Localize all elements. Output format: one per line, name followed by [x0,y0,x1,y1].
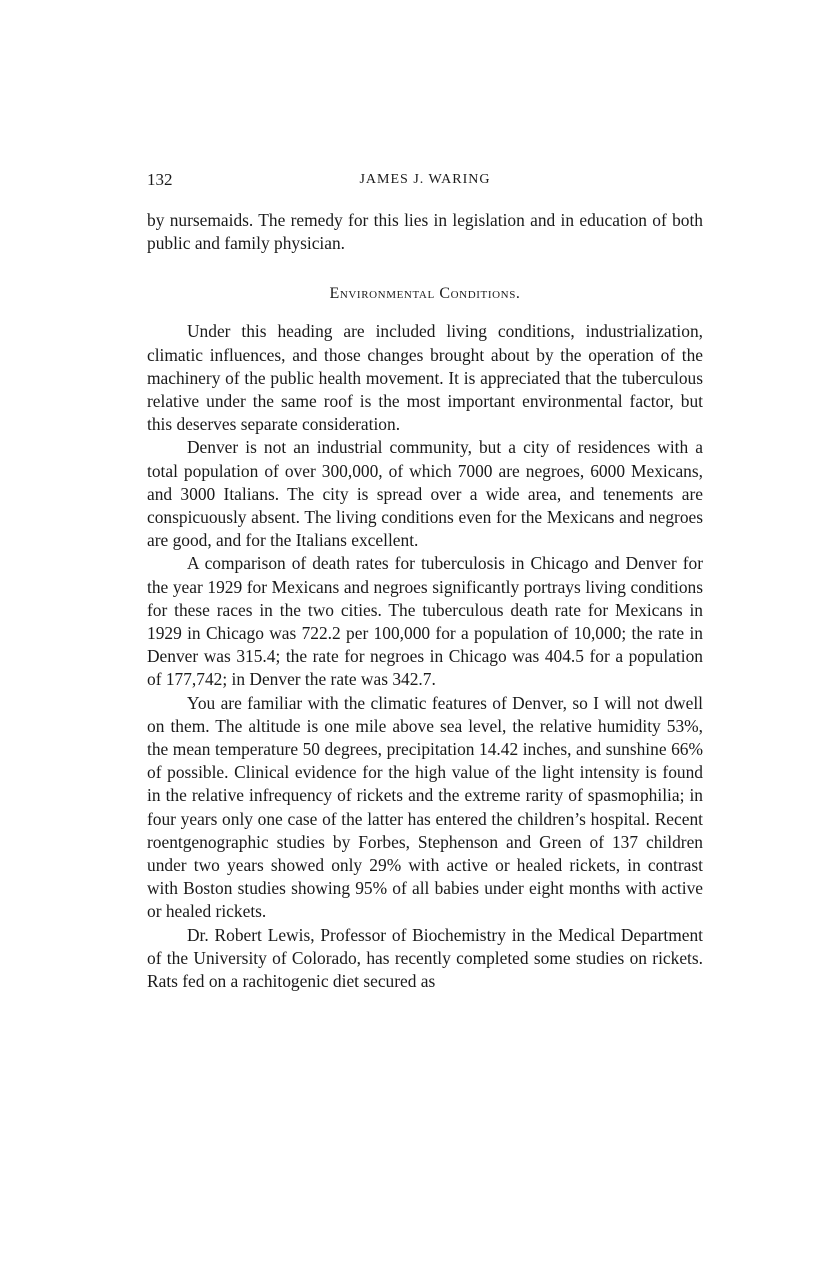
author-running-head: JAMES J. WARING [359,172,491,187]
paragraph-continuation: by nursemaids. The remedy for this lies in legislation and in education of both public and family physician. [147,210,703,254]
book-page [147,168,703,993]
running-head [147,168,703,192]
paragraph: You are familiar with the climatic features of Denver, so I will not dwell on them. The altitude is one mile above sea level, the relative humidity 53%, the mean temperature 50 degrees, precipitation 14.42 inches, and sunshine 66% of possible. Clinical evidence for the high value of the light intensity is found in the relative infrequency of rickets and the extreme rarity of spasmophilia; in four years only one case of the latter has entered the children’s hospital. Recent roentgenographic studies by Forbes, Stephenson and Green of 137 children under two years showed only 29% with active or healed rickets, in contrast with Boston studies showing 95% of all babies under eight months with active or healed rickets. [147,692,703,922]
paragraph: Denver is not an industrial community, but a city of residences with a total population of over 300,000, of which 7000 are negroes, 6000 Mexicans, and 3000 Italians. The city is spread over a wide area, and tenements are conspicuously absent. The living conditions even for the Mexicans and negroes are good, and for the Italians excellent. [147,437,703,551]
paragraph: Under this heading are included living conditions, industrialization, climatic influences, and those changes brought about by the operation of the machinery of the public health movement. It is appreciated that the tuberculous relative under the same roof is the most important environmental factor, but this deserves separate consideration. [147,321,703,435]
body-text [147,209,703,993]
section-heading: Environmental Conditions. [329,285,521,303]
page-number: 132 [147,170,173,189]
paragraph: Dr. Robert Lewis, Professor of Biochemistry in the Medical Department of the University of Colorado, has recently completed some studies on rickets. Rats fed on a rachitogenic diet secured as [147,924,703,992]
paragraph: A comparison of death rates for tuberculosis in Chicago and Denver for the year 1929 for Mexicans and negroes significantly portrays living conditions for these races in the two cities. The tuberculous death rate for Mexicans in 1929 in Chicago was 722.2 per 100,000 for a population of 10,000; the rate in Denver was 315.4; the rate for negroes in Chicago was 404.5 for a population of 177,742; in Denver the rate was 342.7. [147,553,703,690]
